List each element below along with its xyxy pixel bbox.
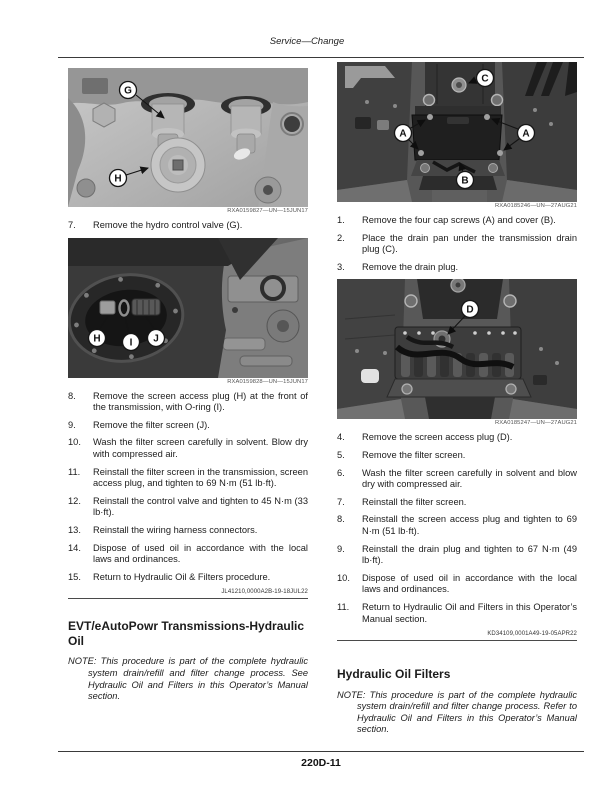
step-number: 8. bbox=[337, 514, 345, 525]
step-number: 11. bbox=[68, 466, 81, 477]
figure-caption: RXA0159828—UN—15JUN17 bbox=[227, 378, 308, 385]
step-number: 10. bbox=[68, 437, 81, 448]
step-number: 9. bbox=[68, 419, 76, 430]
section-rule bbox=[68, 598, 308, 599]
step-item bbox=[68, 543, 308, 566]
step-item bbox=[337, 573, 577, 596]
step-item bbox=[337, 602, 577, 625]
figure-screen-access-front bbox=[68, 238, 308, 385]
step-text: Remove the filter screen. bbox=[362, 449, 466, 460]
step-text: Wash the filter screen carefully in solvent and blow dry with compressed air. bbox=[362, 467, 577, 490]
step-number: 6. bbox=[337, 467, 345, 478]
figure-screen-access-plug-d bbox=[337, 279, 577, 426]
step-item bbox=[337, 233, 577, 256]
step-text: Dispose of used oil in accordance with the local laws and ordinances. bbox=[362, 572, 577, 595]
step-text: Reinstall the filter screen in the transmission, screen access plug, and tighten to 69 N·m (51 lb·ft). bbox=[93, 466, 308, 489]
step-item bbox=[68, 437, 308, 460]
step-item bbox=[68, 220, 308, 232]
step-number: 14. bbox=[68, 542, 81, 553]
section-heading: Hydraulic Oil Filters bbox=[337, 667, 451, 682]
svg-text:H: H bbox=[93, 333, 101, 345]
step-number: 5. bbox=[337, 449, 345, 460]
step-text: Wash the filter screen carefully in solvent. Blow dry with compressed air. bbox=[93, 437, 308, 459]
step-item bbox=[337, 544, 577, 567]
step-number: 1. bbox=[337, 215, 345, 225]
step-text: Remove the drain plug. bbox=[362, 261, 459, 272]
svg-text:J: J bbox=[153, 333, 159, 345]
step-item bbox=[337, 497, 577, 509]
note-paragraph: NOTE: This procedure is part of the complete hydraulic system drain/refill and filter change process. Refer to Hydraulic Oil and Filters in this Operator’s Manual section. bbox=[337, 689, 577, 735]
step-text: Reinstall the wiring harness connectors. bbox=[93, 524, 258, 535]
step-text: Dispose of used oil in accordance with the local laws and ordinances. bbox=[93, 542, 308, 565]
step-text: Reinstall the drain plug and tighten to 67 N·m (49 lb·ft). bbox=[362, 543, 577, 566]
step-number: 10. bbox=[337, 572, 350, 583]
step-item bbox=[337, 432, 577, 444]
step-item bbox=[68, 525, 308, 537]
svg-text:C: C bbox=[481, 73, 489, 85]
step-number: 11. bbox=[337, 601, 350, 612]
step-number: 9. bbox=[337, 543, 345, 554]
figure-caption: RXA0185246—UN—27AUG21 bbox=[494, 203, 577, 209]
column-right bbox=[337, 62, 577, 736]
step-number: 4. bbox=[337, 432, 345, 443]
svg-text:A: A bbox=[399, 128, 407, 140]
note-paragraph: NOTE: This procedure is part of the complete hydraulic system drain/refill and filter change process. See Hydraulic Oil and Filters in this Operator’s Manual section. bbox=[68, 656, 308, 702]
footer-rule bbox=[58, 751, 584, 752]
figure-cover-cap-screws bbox=[337, 62, 577, 209]
svg-text:H: H bbox=[114, 173, 122, 185]
step-number: 7. bbox=[337, 496, 345, 507]
step-text: Remove the screen access plug (H) at the front of the transmission, with O-ring (I). bbox=[93, 390, 308, 413]
step-text: Place the drain pan under the transmission drain plug (C). bbox=[362, 232, 577, 255]
step-text: Remove the screen access plug (D). bbox=[362, 432, 513, 443]
svg-text:A: A bbox=[522, 128, 530, 140]
step-text: Remove the filter screen (J). bbox=[93, 419, 210, 430]
figure-hydro-control-valve bbox=[68, 68, 308, 214]
step-item bbox=[337, 215, 577, 227]
step-item bbox=[68, 391, 308, 414]
doc-code: JL41210,0000A2B-19-18JUL22 bbox=[221, 589, 308, 596]
step-item bbox=[68, 496, 308, 519]
header-rule bbox=[58, 57, 584, 58]
step-text: Remove the hydro control valve (G). bbox=[93, 220, 243, 230]
figure-image-screen-access-front bbox=[68, 238, 308, 378]
step-item bbox=[337, 450, 577, 462]
figure-image-cover-cap-screws bbox=[337, 62, 577, 202]
svg-text:D: D bbox=[466, 305, 474, 317]
page-number: 220D-11 bbox=[301, 757, 341, 769]
step-item bbox=[68, 467, 308, 490]
step-text: Return to Hydraulic Oil & Filters procedure. bbox=[93, 571, 271, 582]
step-item bbox=[68, 572, 308, 584]
step-number: 15. bbox=[68, 571, 81, 582]
step-item bbox=[68, 420, 308, 432]
step-text: Reinstall the screen access plug and tighten to 69 N·m (51 lb·ft). bbox=[362, 514, 577, 536]
step-number: 3. bbox=[337, 261, 345, 272]
step-item bbox=[337, 514, 577, 537]
step-text: Reinstall the control valve and tighten to 45 N·m (33 lb·ft). bbox=[93, 495, 308, 518]
svg-text:I: I bbox=[129, 337, 133, 349]
section-rule bbox=[337, 640, 577, 641]
step-number: 8. bbox=[68, 390, 76, 401]
page-columns bbox=[68, 62, 577, 736]
step-number: 12. bbox=[68, 495, 81, 506]
figure-image-hydro-control-valve bbox=[68, 68, 308, 207]
svg-text:G: G bbox=[124, 85, 132, 97]
figure-image-screen-access-plug-d bbox=[337, 279, 577, 419]
step-number: 2. bbox=[337, 232, 345, 243]
page-header-title: Service—Change bbox=[269, 36, 345, 47]
step-item bbox=[337, 468, 577, 491]
doc-code: KD34109,0001A49-19-05APR22 bbox=[487, 631, 577, 638]
svg-text:B: B bbox=[461, 175, 469, 187]
figure-caption: RXA0185247—UN—27AUG21 bbox=[494, 420, 577, 427]
step-number: 7. bbox=[68, 220, 76, 230]
step-text: Reinstall the filter screen. bbox=[362, 496, 467, 507]
section-heading: EVT/eAutoPowr Transmissions-Hydraulic Oil bbox=[68, 619, 305, 648]
step-text: Return to Hydraulic Oil and Filters in this Operator’s Manual section. bbox=[362, 601, 577, 624]
step-number: 13. bbox=[68, 524, 81, 535]
figure-caption: RXA0159827—UN—15JUN17 bbox=[227, 208, 308, 214]
column-left bbox=[68, 62, 308, 736]
step-item bbox=[337, 262, 577, 274]
step-text: Remove the four cap screws (A) and cover (B). bbox=[362, 215, 556, 225]
